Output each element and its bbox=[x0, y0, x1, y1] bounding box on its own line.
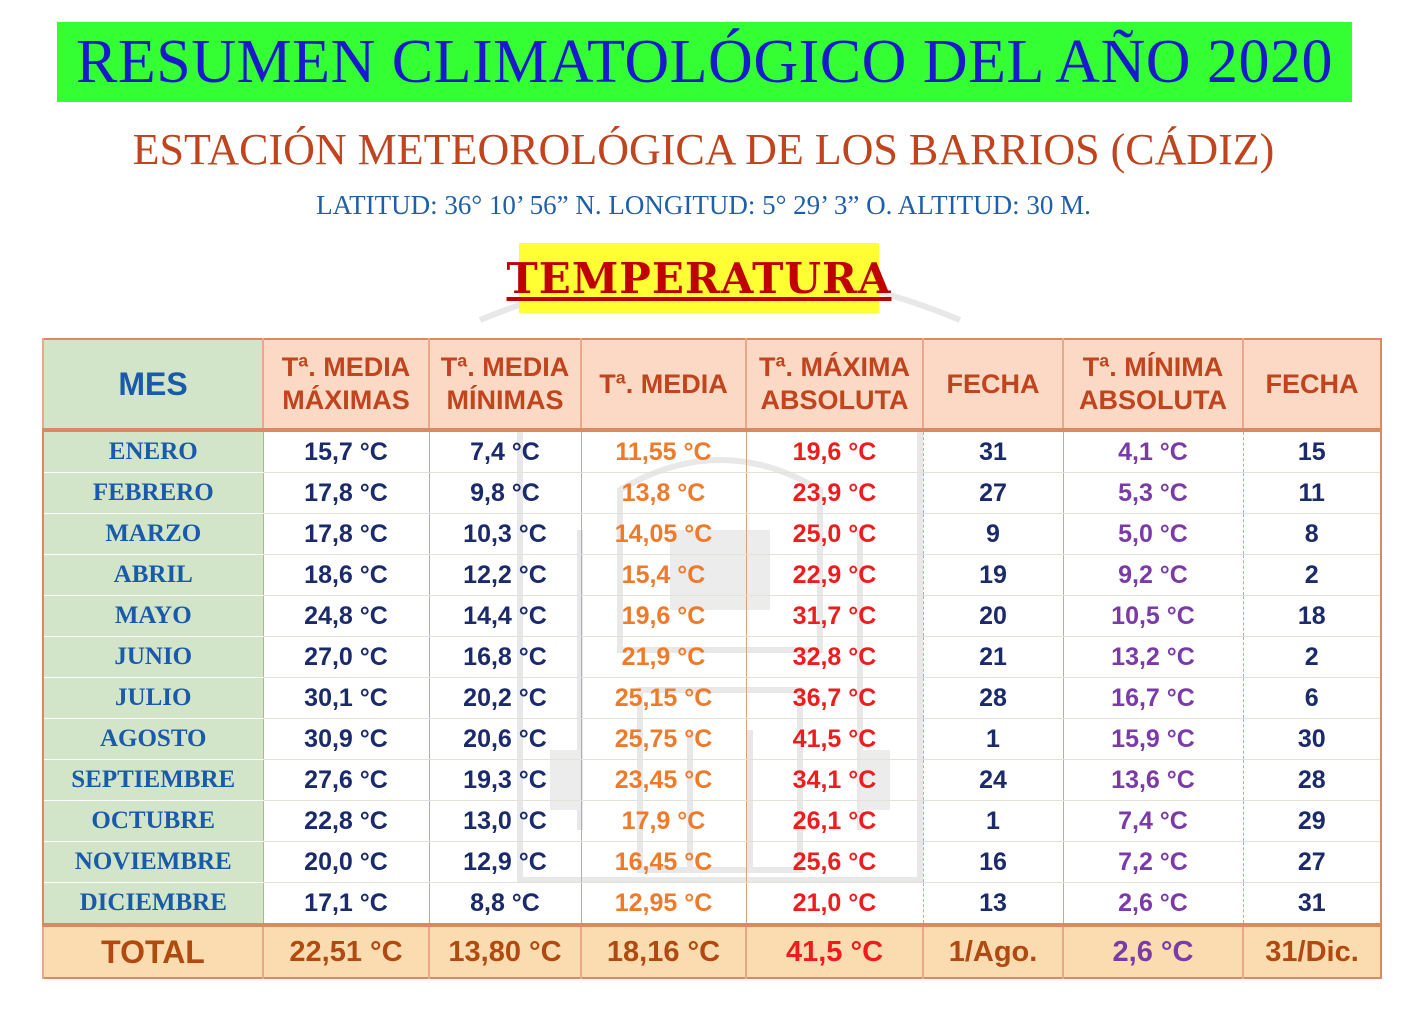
cell-maxima-absoluta: 26,1 °C bbox=[746, 801, 923, 842]
cell-maxima-absoluta: 34,1 °C bbox=[746, 760, 923, 801]
cell-media: 16,45 °C bbox=[581, 842, 746, 883]
table-row bbox=[43, 883, 1381, 926]
total-minima-absoluta: 2,6 °C bbox=[1063, 925, 1243, 978]
cell-month-name: DICIEMBRE bbox=[43, 883, 263, 926]
cell-month-name: FEBRERO bbox=[43, 473, 263, 514]
cell-minima-absoluta: 5,0 °C bbox=[1063, 514, 1243, 555]
cell-media-maximas: 30,9 °C bbox=[263, 719, 429, 760]
cell-month-name: JUNIO bbox=[43, 637, 263, 678]
cell-fecha-minima: 15 bbox=[1243, 430, 1381, 473]
table-row bbox=[43, 514, 1381, 555]
section-title: TEMPERATURA bbox=[506, 253, 892, 303]
cell-minima-absoluta: 4,1 °C bbox=[1063, 430, 1243, 473]
cell-month-name: OCTUBRE bbox=[43, 801, 263, 842]
total-media-maximas: 22,51 °C bbox=[263, 925, 429, 978]
cell-fecha-minima: 29 bbox=[1243, 801, 1381, 842]
cell-media-maximas: 17,8 °C bbox=[263, 514, 429, 555]
cell-fecha-maxima: 27 bbox=[923, 473, 1063, 514]
total-media: 18,16 °C bbox=[581, 925, 746, 978]
cell-minima-absoluta: 13,2 °C bbox=[1063, 637, 1243, 678]
cell-maxima-absoluta: 32,8 °C bbox=[746, 637, 923, 678]
header-mes: MES bbox=[43, 339, 263, 430]
cell-minima-absoluta: 10,5 °C bbox=[1063, 596, 1243, 637]
cell-fecha-maxima: 1 bbox=[923, 719, 1063, 760]
cell-media: 12,95 °C bbox=[581, 883, 746, 926]
total-maxima-absoluta: 41,5 °C bbox=[746, 925, 923, 978]
table-row bbox=[43, 430, 1381, 473]
title-banner bbox=[57, 22, 1352, 102]
header-media-maximas-line1: Tª. MEDIA bbox=[281, 352, 411, 382]
cell-media: 19,6 °C bbox=[581, 596, 746, 637]
header-fecha-maxima: FECHA bbox=[923, 339, 1063, 430]
table-row bbox=[43, 637, 1381, 678]
total-label: TOTAL bbox=[43, 925, 263, 978]
cell-fecha-minima: 2 bbox=[1243, 555, 1381, 596]
cell-minima-absoluta: 15,9 °C bbox=[1063, 719, 1243, 760]
total-fecha-maxima: 1/Ago. bbox=[923, 925, 1063, 978]
header-media-minimas-line1: Tª. MEDIA bbox=[440, 352, 570, 382]
cell-fecha-minima: 30 bbox=[1243, 719, 1381, 760]
cell-media-maximas: 24,8 °C bbox=[263, 596, 429, 637]
cell-media: 13,8 °C bbox=[581, 473, 746, 514]
cell-media-maximas: 27,0 °C bbox=[263, 637, 429, 678]
cell-media-minimas: 12,2 °C bbox=[429, 555, 581, 596]
cell-fecha-minima: 11 bbox=[1243, 473, 1381, 514]
total-fecha-minima: 31/Dic. bbox=[1243, 925, 1381, 978]
cell-month-name: NOVIEMBRE bbox=[43, 842, 263, 883]
cell-month-name: JULIO bbox=[43, 678, 263, 719]
header-maxima-absoluta-line1: Tª. MÁXIMA bbox=[759, 352, 910, 382]
cell-media-minimas: 13,0 °C bbox=[429, 801, 581, 842]
cell-media-minimas: 14,4 °C bbox=[429, 596, 581, 637]
header-media-maximas bbox=[263, 339, 429, 430]
table-row bbox=[43, 760, 1381, 801]
table-row bbox=[43, 719, 1381, 760]
table-row bbox=[43, 473, 1381, 514]
table-row bbox=[43, 801, 1381, 842]
table-row bbox=[43, 842, 1381, 883]
cell-fecha-maxima: 24 bbox=[923, 760, 1063, 801]
header-maxima-absoluta bbox=[746, 339, 923, 430]
cell-media-maximas: 15,7 °C bbox=[263, 430, 429, 473]
cell-media-minimas: 12,9 °C bbox=[429, 842, 581, 883]
table-row bbox=[43, 596, 1381, 637]
cell-month-name: ABRIL bbox=[43, 555, 263, 596]
cell-maxima-absoluta: 25,6 °C bbox=[746, 842, 923, 883]
cell-fecha-minima: 6 bbox=[1243, 678, 1381, 719]
cell-media: 25,75 °C bbox=[581, 719, 746, 760]
header-media: Tª. MEDIA bbox=[581, 339, 746, 430]
total-media-minimas: 13,80 °C bbox=[429, 925, 581, 978]
cell-fecha-maxima: 1 bbox=[923, 801, 1063, 842]
cell-media-maximas: 18,6 °C bbox=[263, 555, 429, 596]
cell-fecha-minima: 2 bbox=[1243, 637, 1381, 678]
header-minima-absoluta-line2: ABSOLUTA bbox=[1079, 385, 1227, 415]
header-media-minimas bbox=[429, 339, 581, 430]
cell-fecha-maxima: 16 bbox=[923, 842, 1063, 883]
table-header-row bbox=[43, 339, 1381, 430]
cell-maxima-absoluta: 19,6 °C bbox=[746, 430, 923, 473]
cell-fecha-minima: 18 bbox=[1243, 596, 1381, 637]
table-body bbox=[43, 430, 1381, 925]
cell-fecha-maxima: 28 bbox=[923, 678, 1063, 719]
total-row bbox=[43, 925, 1381, 978]
cell-maxima-absoluta: 25,0 °C bbox=[746, 514, 923, 555]
cell-media-minimas: 20,6 °C bbox=[429, 719, 581, 760]
cell-maxima-absoluta: 31,7 °C bbox=[746, 596, 923, 637]
cell-media-minimas: 8,8 °C bbox=[429, 883, 581, 926]
station-coordinates: LATITUD: 36° 10’ 56” N. LONGITUD: 5° 29’ 3” O. ALTITUD: 30 M. bbox=[316, 190, 1091, 220]
cell-media-maximas: 22,8 °C bbox=[263, 801, 429, 842]
cell-media: 14,05 °C bbox=[581, 514, 746, 555]
cell-fecha-maxima: 19 bbox=[923, 555, 1063, 596]
cell-media-maximas: 30,1 °C bbox=[263, 678, 429, 719]
cell-media: 11,55 °C bbox=[581, 430, 746, 473]
header-media-minimas-line2: MÍNIMAS bbox=[446, 385, 564, 415]
temperature-table bbox=[42, 338, 1382, 979]
cell-fecha-minima: 27 bbox=[1243, 842, 1381, 883]
header-minima-absoluta bbox=[1063, 339, 1243, 430]
cell-minima-absoluta: 2,6 °C bbox=[1063, 883, 1243, 926]
cell-fecha-maxima: 21 bbox=[923, 637, 1063, 678]
header-fecha-minima: FECHA bbox=[1243, 339, 1381, 430]
cell-media-minimas: 10,3 °C bbox=[429, 514, 581, 555]
table-row bbox=[43, 555, 1381, 596]
cell-minima-absoluta: 7,4 °C bbox=[1063, 801, 1243, 842]
cell-month-name: AGOSTO bbox=[43, 719, 263, 760]
header-media-maximas-line2: MÁXIMAS bbox=[282, 385, 410, 415]
cell-fecha-minima: 28 bbox=[1243, 760, 1381, 801]
cell-minima-absoluta: 9,2 °C bbox=[1063, 555, 1243, 596]
cell-media-maximas: 20,0 °C bbox=[263, 842, 429, 883]
cell-month-name: MARZO bbox=[43, 514, 263, 555]
cell-maxima-absoluta: 22,9 °C bbox=[746, 555, 923, 596]
cell-media: 17,9 °C bbox=[581, 801, 746, 842]
cell-media-minimas: 7,4 °C bbox=[429, 430, 581, 473]
cell-fecha-maxima: 13 bbox=[923, 883, 1063, 926]
cell-maxima-absoluta: 36,7 °C bbox=[746, 678, 923, 719]
cell-media-minimas: 16,8 °C bbox=[429, 637, 581, 678]
cell-month-name: MAYO bbox=[43, 596, 263, 637]
cell-maxima-absoluta: 41,5 °C bbox=[746, 719, 923, 760]
cell-maxima-absoluta: 23,9 °C bbox=[746, 473, 923, 514]
header-maxima-absoluta-line2: ABSOLUTA bbox=[760, 385, 909, 415]
cell-minima-absoluta: 13,6 °C bbox=[1063, 760, 1243, 801]
station-name: ESTACIÓN METEOROLÓGICA DE LOS BARRIOS (CÁDIZ) bbox=[132, 125, 1275, 174]
cell-month-name: ENERO bbox=[43, 430, 263, 473]
cell-media: 25,15 °C bbox=[581, 678, 746, 719]
cell-fecha-maxima: 20 bbox=[923, 596, 1063, 637]
cell-media-minimas: 9,8 °C bbox=[429, 473, 581, 514]
header-minima-absoluta-line1: Tª. MÍNIMA bbox=[1082, 352, 1224, 382]
cell-minima-absoluta: 16,7 °C bbox=[1063, 678, 1243, 719]
cell-fecha-minima: 31 bbox=[1243, 883, 1381, 926]
cell-fecha-maxima: 31 bbox=[923, 430, 1063, 473]
cell-media-maximas: 17,8 °C bbox=[263, 473, 429, 514]
page-title: RESUMEN CLIMATOLÓGICO DEL AÑO 2020 bbox=[76, 27, 1333, 96]
cell-maxima-absoluta: 21,0 °C bbox=[746, 883, 923, 926]
table-row bbox=[43, 678, 1381, 719]
cell-media: 21,9 °C bbox=[581, 637, 746, 678]
section-banner bbox=[506, 243, 892, 313]
cell-fecha-minima: 8 bbox=[1243, 514, 1381, 555]
cell-minima-absoluta: 5,3 °C bbox=[1063, 473, 1243, 514]
cell-fecha-maxima: 9 bbox=[923, 514, 1063, 555]
cell-media-maximas: 27,6 °C bbox=[263, 760, 429, 801]
cell-media: 23,45 °C bbox=[581, 760, 746, 801]
cell-month-name: SEPTIEMBRE bbox=[43, 760, 263, 801]
cell-minima-absoluta: 7,2 °C bbox=[1063, 842, 1243, 883]
cell-media: 15,4 °C bbox=[581, 555, 746, 596]
cell-media-maximas: 17,1 °C bbox=[263, 883, 429, 926]
cell-media-minimas: 20,2 °C bbox=[429, 678, 581, 719]
cell-media-minimas: 19,3 °C bbox=[429, 760, 581, 801]
